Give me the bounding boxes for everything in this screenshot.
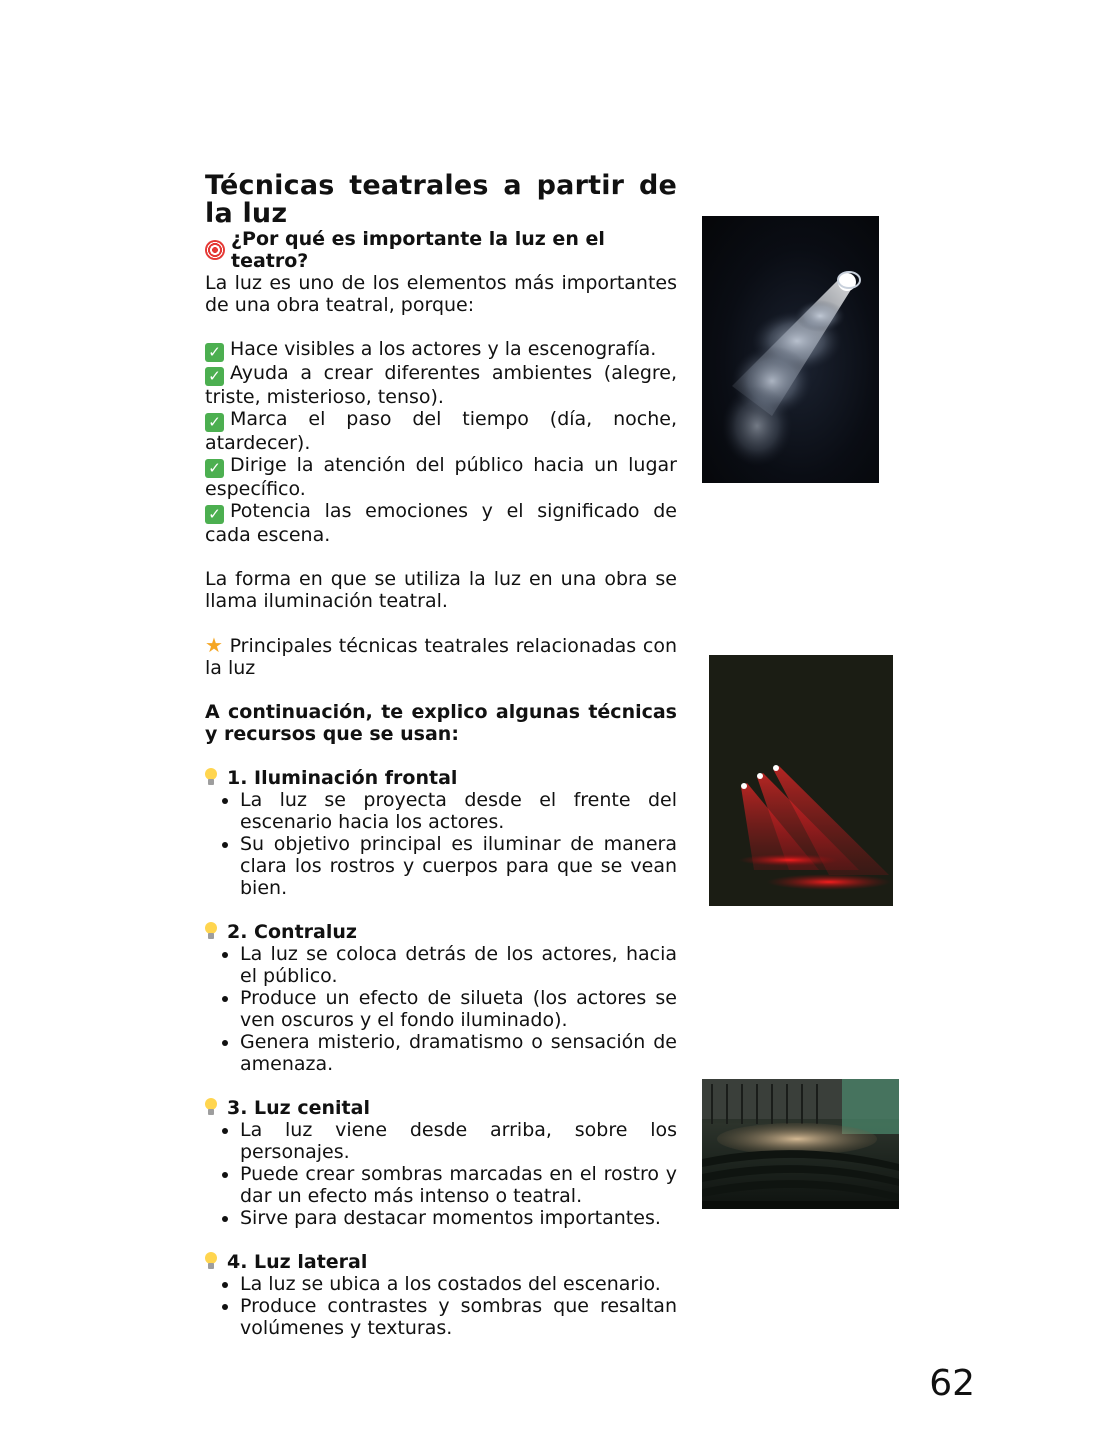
check-box-icon: ✓ <box>205 459 224 478</box>
lightbulb-icon <box>205 922 217 940</box>
checklist-item: ✓ Hace visibles a los actores y la escenografía. <box>205 338 677 362</box>
list-item: • La luz se proyecta desde el frente del escenario hacia los actores. <box>240 789 677 833</box>
technique-heading: 4. Luz lateral <box>205 1251 677 1273</box>
check-box-icon: ✓ <box>205 343 224 362</box>
lightbulb-icon <box>205 1098 217 1116</box>
main-column <box>205 172 677 1339</box>
principal-heading: ★ Principales técnicas teatrales relacionadas con la luz <box>205 633 677 679</box>
technique-heading: 2. Contraluz <box>205 921 677 943</box>
list-item: • Su objetivo principal es iluminar de manera clara los rostros y cuerpos para que se vean bien. <box>240 833 677 899</box>
technique-points <box>205 1273 677 1339</box>
theater-auditorium-image <box>702 1079 899 1209</box>
target-icon <box>205 240 225 260</box>
list-item: • Sirve para destacar momentos importantes. <box>240 1207 677 1229</box>
technique-points <box>205 789 677 899</box>
question-heading <box>205 228 677 272</box>
checklist-item: ✓ Marca el paso del tiempo (día, noche, atardecer). <box>205 408 677 454</box>
check-box-icon: ✓ <box>205 367 224 386</box>
check-box-icon: ✓ <box>205 413 224 432</box>
technique-heading: 3. Luz cenital <box>205 1097 677 1119</box>
check-box-icon: ✓ <box>205 505 224 524</box>
lead-paragraph: A continuación, te explico algunas técnicas y recursos que se usan: <box>205 701 677 745</box>
list-item: • Produce un efecto de silueta (los actores se ven oscuros y el fondo iluminado). <box>240 987 677 1031</box>
list-item: • Puede crear sombras marcadas en el rostro y dar un efecto más intenso o teatral. <box>240 1163 677 1207</box>
technique-section <box>205 767 677 899</box>
list-item: • La luz se coloca detrás de los actores, hacia el público. <box>240 943 677 987</box>
page-number: 62 <box>929 1363 975 1404</box>
checklist-item: ✓ Potencia las emociones y el significado de cada escena. <box>205 500 677 546</box>
page-title: Técnicas teatrales a partir de la luz <box>205 170 677 229</box>
technique-points <box>205 1119 677 1229</box>
spotlight-smoke-image <box>702 216 879 483</box>
list-item: • La luz viene desde arriba, sobre los personajes. <box>240 1119 677 1163</box>
list-item: • Produce contrastes y sombras que resaltan volúmenes y texturas. <box>240 1295 677 1339</box>
technique-heading: 1. Iluminación frontal <box>205 767 677 789</box>
lightbulb-icon <box>205 1252 217 1270</box>
checklist-item: ✓ Dirige la atención del público hacia un lugar específico. <box>205 454 677 500</box>
summary-paragraph: La forma en que se utiliza la luz en una obra se llama iluminación teatral. <box>205 568 677 612</box>
technique-points <box>205 943 677 1075</box>
lightbulb-icon <box>205 768 217 786</box>
checklist-item: ✓ Ayuda a crear diferentes ambientes (alegre, triste, misterioso, tenso). <box>205 362 677 408</box>
list-item: • Genera misterio, dramatismo o sensación de amenaza. <box>240 1031 677 1075</box>
technique-section <box>205 1251 677 1339</box>
star-icon: ★ <box>205 633 224 657</box>
question-text: ¿Por qué es importante la luz en el teatro? <box>231 228 605 272</box>
technique-section <box>205 921 677 1075</box>
technique-section <box>205 1097 677 1229</box>
checklist <box>205 338 677 546</box>
red-spotlights-image <box>709 655 893 906</box>
intro-paragraph: La luz es uno de los elementos más importantes de una obra teatral, porque: <box>205 272 677 316</box>
list-item: • La luz se ubica a los costados del escenario. <box>240 1273 677 1295</box>
